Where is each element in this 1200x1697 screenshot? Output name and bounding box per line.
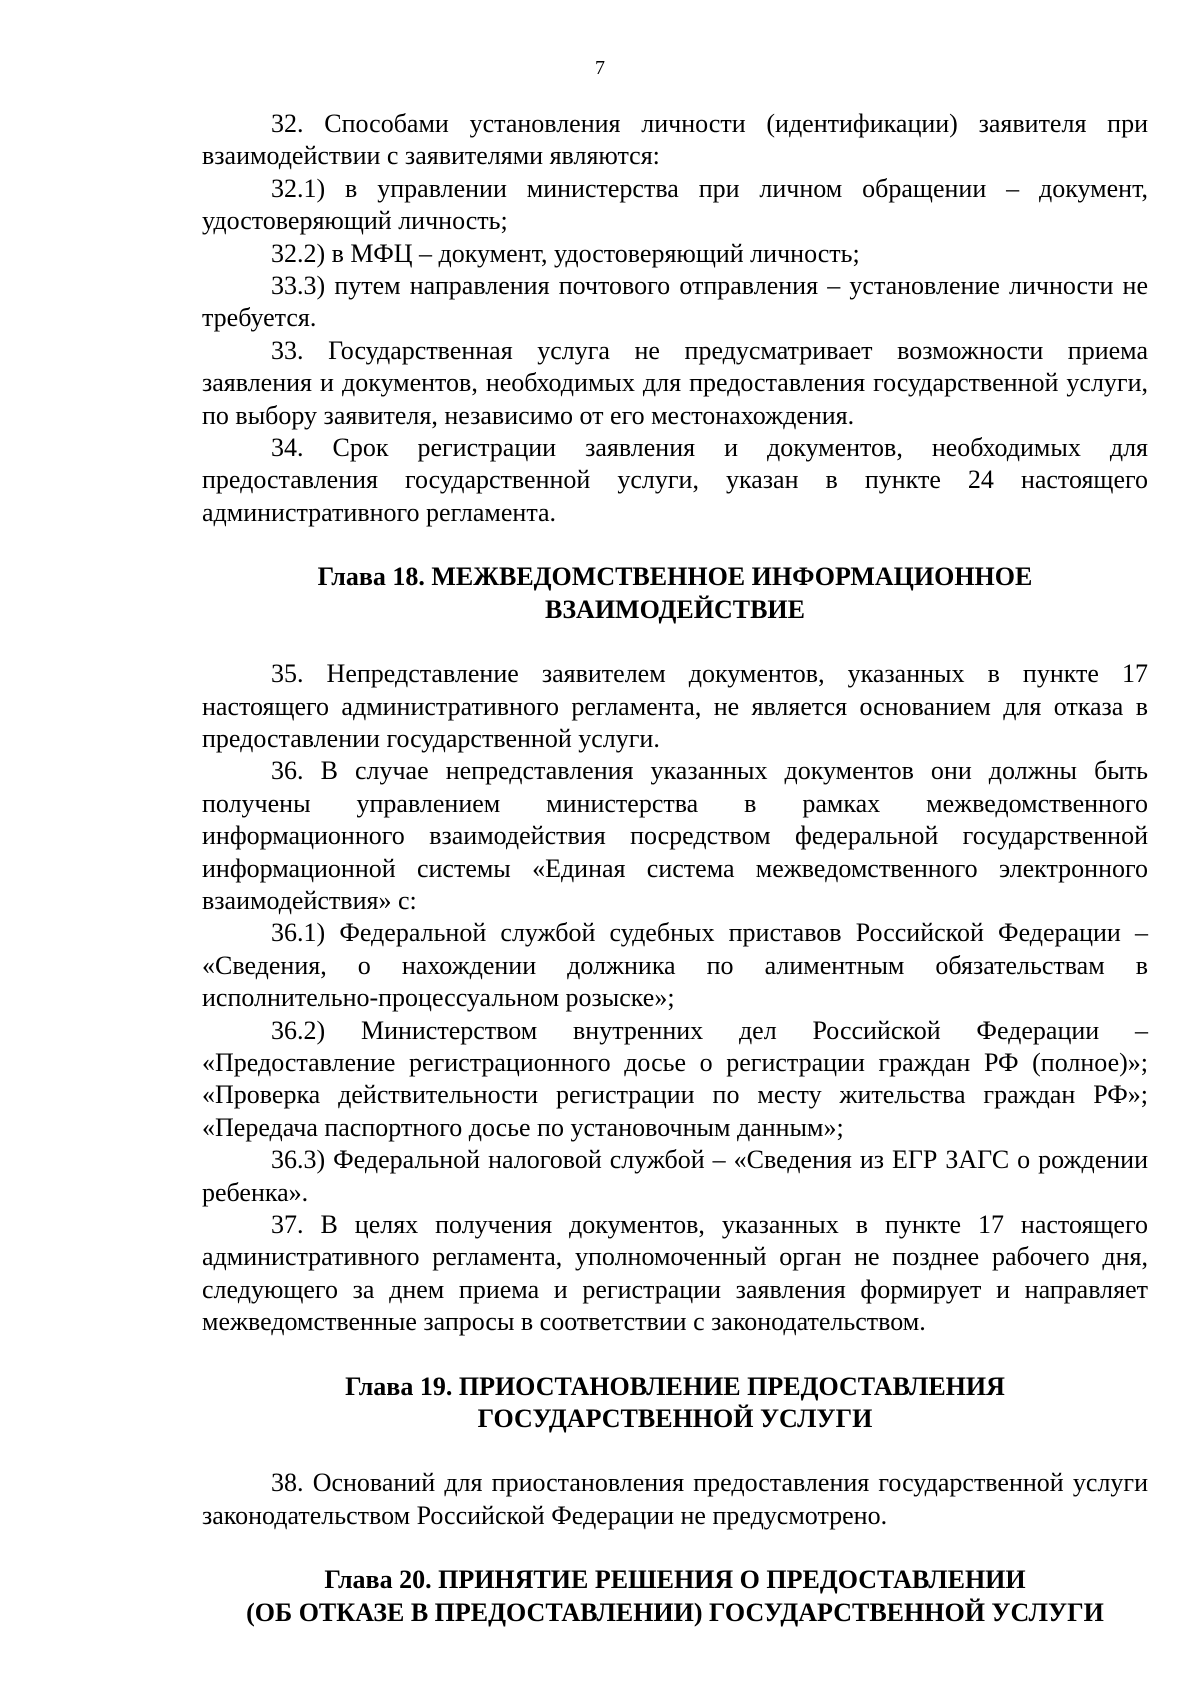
chapter-20-heading-line-2: (ОБ ОТКАЗЕ В ПРЕДОСТАВЛЕНИИ) ГОСУДАРСТВЕННОЙ УСЛУГИ <box>246 1597 1104 1627</box>
chapter-19-heading-line-1: Глава 19. ПРИОСТАНОВЛЕНИЕ ПРЕДОСТАВЛЕНИЯ <box>345 1371 1005 1401</box>
paragraph-32-1: 32.1) в управлении министерства при личном обращении – документ, удостоверяющий личность; <box>202 173 1148 236</box>
document-body <box>202 108 1148 1629</box>
page-number: 7 <box>595 57 605 79</box>
paragraph-36-3: 36.3) Федеральной налоговой службой – «Сведения из ЕГР ЗАГС о рождении ребенка». <box>202 1145 1148 1207</box>
paragraph-32: 32. Способами установления личности (идентификации) заявителя при взаимодействии с заявителями являются: <box>202 109 1148 171</box>
paragraph-32-2: 32.2) в МФЦ – документ, удостоверяющий личность; <box>271 238 860 268</box>
paragraph-33: 33. Государственная услуга не предусматривает возможности приема заявления и документов, необходимых для предоставления государственной услуги, по выбору заявителя, независимо от его местонахождения. <box>202 335 1148 430</box>
chapter-19-heading <box>202 1371 1148 1436</box>
paragraph-38: 38. Оснований для приостановления предоставления государственной услуги законодательством Российской Федерации не предусмотрено. <box>202 1468 1148 1530</box>
chapter-20-heading <box>202 1564 1148 1629</box>
paragraph-36-2: 36.2) Министерством внутренних дел Российской Федерации – «Предоставление регистрационного досье о регистрации граждан РФ (полное)»; «Проверка действительности регистрации по месту жительства граждан РФ»; «Передача паспортного досье по установочным данным»; <box>202 1015 1148 1142</box>
paragraph-35: 35. Непредставление заявителем документов, указанных в пункте 17 настоящего административного регламента, не является основанием для отказа в предоставлении государственной услуги. <box>202 659 1148 753</box>
paragraph-33-3: 33.3) путем направления почтового отправления – установление личности не требуется. <box>202 271 1148 333</box>
chapter-18-heading <box>202 561 1148 626</box>
paragraph-36-1: 36.1) Федеральной службой судебных приставов Российской Федерации – «Сведения, о нахождении должника по алиментным обязательствам в исполнительно-процессуальном розыске»; <box>202 918 1148 1013</box>
chapter-18-heading-line-1: Глава 18. МЕЖВЕДОМСТВЕННОЕ ИНФОРМАЦИОННОЕ <box>317 562 1033 592</box>
chapter-19-heading-line-2: ГОСУДАРСТВЕННОЙ УСЛУГИ <box>477 1404 873 1434</box>
paragraph-36: 36. В случае непредставления указанных документов они должны быть получены управлением министерства в рамках межведомственного информационного взаимодействия посредством федеральной государственной информационной системы «Единая система межведомственного электронного взаимодействия» с: <box>202 756 1148 915</box>
paragraph-34: 34. Срок регистрации заявления и документов, необходимых для предоставления государственной услуги, указан в пункте 24 настоящего административного регламента. <box>202 433 1148 527</box>
paragraph-37: 37. В целях получения документов, указанных в пункте 17 настоящего административного регламента, уполномоченный орган не позднее рабочего дня, следующего за днем приема и регистрации заявления формирует и направляет межведомственные запросы в соответствии с законодательством. <box>202 1210 1148 1337</box>
chapter-20-heading-line-1: Глава 20. ПРИНЯТИЕ РЕШЕНИЯ О ПРЕДОСТАВЛЕНИИ <box>324 1565 1026 1595</box>
chapter-18-heading-line-2: ВЗАИМОДЕЙСТВИЕ <box>544 594 805 624</box>
